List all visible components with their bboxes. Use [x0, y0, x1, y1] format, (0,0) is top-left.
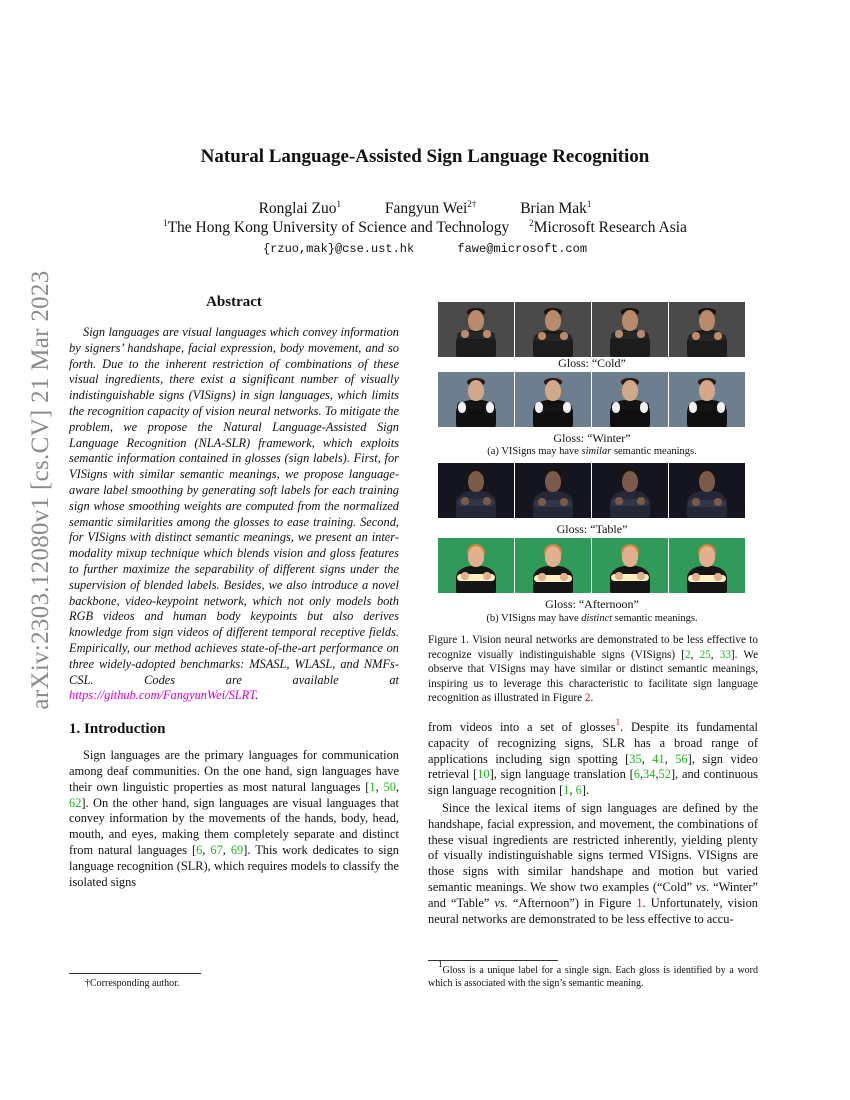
citation-link[interactable]: 6	[633, 767, 640, 782]
subfigure-caption-a: (a) VISigns may have similar semantic meanings.	[487, 446, 697, 457]
video-frame	[669, 372, 745, 427]
figure-reference-link[interactable]: 1	[636, 895, 643, 910]
citation-link[interactable]: 69	[230, 842, 244, 857]
video-frame	[438, 302, 514, 357]
video-frame	[438, 463, 514, 518]
figure-1	[438, 298, 746, 628]
citation-link[interactable]: 41	[652, 751, 665, 766]
video-frame	[592, 463, 668, 518]
right-column-text	[428, 633, 758, 927]
footnote-divider	[428, 960, 558, 961]
figure-caption: Figure 1. Vision neural networks are demonstrated to be less effective to recognize visually indistinguishable signs (VISigns) [2, 25, 33]. We observe that VISigns may have similar or distinct semantic meanings, inspiring us to leverage this characteristic to facilitate sign language recognition as illustrated in Figure 2.	[428, 634, 759, 705]
citation-link[interactable]: 50	[383, 779, 396, 794]
footnote-corresponding: †Corresponding author.	[85, 978, 180, 989]
citation-link[interactable]: 10	[477, 767, 490, 782]
citation-link[interactable]: 1	[563, 783, 570, 798]
subfigure-caption-b: (b) VISigns may have distinct semantic meanings.	[486, 613, 698, 624]
video-frame-strip	[438, 463, 745, 518]
video-frame	[669, 302, 745, 357]
citation-link[interactable]: 25	[699, 648, 711, 661]
citation-link[interactable]: 62	[69, 795, 82, 810]
affiliation: $^1$The Hong Kong University of Science and Technology	[163, 218, 510, 236]
gloss-label: Gloss: “Afternoon”	[545, 597, 639, 611]
video-frame	[592, 302, 668, 357]
gloss-label: Gloss: “Table”	[556, 522, 628, 536]
email: fawe@microsoft.com	[457, 242, 588, 256]
left-column	[69, 294, 399, 890]
video-frame	[592, 538, 668, 593]
body-paragraph: Since the lexical items of sign languages are defined by the handshape, facial expression, and movement, the combinations of these visual ingredients are restricted inherently, yielding plenty of visually indistinguishable signs termed VISigns. VISigns are those signs with similar handshape and motion but varied semantic meanings. We show two examples (“Cold” vs. “Winter” and “Table” vs. “Afternoon”) in Figure 1. Unfortunately, vision neural networks are demonstrated to be less effective to accu-	[428, 800, 758, 926]
arxiv-sidebar	[18, 270, 64, 710]
affiliations	[0, 219, 850, 237]
citation-link[interactable]: 1	[369, 779, 376, 794]
abstract-text: Sign languages are visual languages which convey information by signers’ handshape, facial expression, body movement, and so forth. Due to the inherent restriction of combinations of these visual ingredients, there exist a significant number of visually indistinguishable signs (VISigns) in sign languages, which limits the recognition capacity of vision neural networks. To mitigate the problem, we propose the Natural Language-Assisted Sign Language Recognition (NLA-SLR) framework, which exploits semantic information contained in glosses (sign labels). First, for VISigns with similar semantic meanings, we propose language-aware label smoothing by generating soft labels for each training sign whose smoothing weights are computed from the normalized semantic similarities among the glosses to ease training. Second, for VISigns with distinct semantic meanings, we present an inter-modality mixup technique which blends vision and gloss features to further maximize the separability of different signs under the supervision of blended labels. Besides, we also introduce a novel backbone, video-keypoint network, which not only models both RGB videos and human body keypoints but also derives knowledge from sign videos of different temporal receptive fields. Empirically, our method achieves state-of-the-art performance on three widely-adopted benchmarks: MSASL, WLASL, and NMFs-CSL. Codes are available at https://github.com/FangyunWei/SLRT.	[69, 325, 399, 703]
arxiv-identifier: arXiv:2303.12080v1 [cs.CV] 21 Mar 2023	[27, 270, 54, 710]
footnote-marker[interactable]: 1	[615, 716, 621, 727]
intro-paragraph: Sign languages are the primary languages for communication among deaf communities. On the one hand, sign languages have their own linguistic properties as most natural languages [1, 50, 62]. On the other hand, sign languages are visual languages that convey information by the movements of the hands, body, head, mouth, and eyes, making them completely separate and distinct from natural languages [6, 67, 69]. This work dedicates to sign language recognition (SLR), which requires models to classify the isolated signs	[69, 748, 399, 889]
video-frame	[515, 302, 591, 357]
video-frame	[515, 538, 591, 593]
section-heading: 1. Introduction	[69, 721, 166, 738]
citation-link[interactable]: 33	[719, 648, 731, 661]
video-frame	[515, 372, 591, 427]
email-list	[0, 242, 850, 256]
gloss-label: Gloss: “Winter”	[553, 431, 631, 445]
citation-link[interactable]: 34	[643, 767, 656, 782]
citation-link[interactable]: 56	[675, 751, 688, 766]
video-frame-strip	[438, 372, 745, 427]
gloss-label: Gloss: “Cold”	[558, 356, 626, 370]
citation-link[interactable]: 67	[210, 842, 223, 857]
author-list	[0, 200, 850, 218]
email: {rzuo,mak}@cse.ust.hk	[262, 242, 415, 256]
affiliation: $^2$Microsoft Research Asia	[529, 218, 687, 236]
paper-title: Natural Language-Assisted Sign Language Recognition	[200, 146, 650, 167]
video-frame	[592, 372, 668, 427]
author: Ronglai Zuo$^1$	[258, 199, 342, 217]
video-frame	[515, 463, 591, 518]
figure-reference-link[interactable]: 2	[584, 692, 591, 705]
citation-link[interactable]: 6	[196, 842, 203, 857]
footnote-gloss: $^1$Gloss is a unique label for a single sign. Each gloss is identified by a word which is associated with the sign’s semantic meaning.	[428, 959, 758, 989]
citation-link[interactable]: 35	[629, 751, 642, 766]
citation-link[interactable]: 52	[658, 767, 671, 782]
video-frame	[438, 538, 514, 593]
video-frame	[669, 538, 745, 593]
video-frame	[669, 463, 745, 518]
abstract-heading: Abstract	[206, 294, 262, 310]
author: Fangyun Wei$^{2\dagger}$	[384, 199, 477, 217]
video-frame-strip	[438, 302, 745, 357]
video-frame	[438, 372, 514, 427]
author: Brian Mak$^1$	[520, 199, 592, 217]
code-link[interactable]: https://github.com/FangyunWei/SLRT	[69, 688, 256, 703]
citation-link[interactable]: 2	[685, 648, 691, 661]
video-frame-strip	[438, 538, 745, 593]
footnote-divider	[69, 973, 201, 974]
citation-link[interactable]: 6	[575, 783, 582, 798]
body-paragraph: from videos into a set of glosses$^1$. Despite its fundamental capacity of recognizing signs, SLR has a broad range of applications including sign spotting [35, 41, 56], sign video retrieval [10], sign language translation [6,34,52], and continuous sign language recognition [1, 6].	[428, 716, 758, 798]
